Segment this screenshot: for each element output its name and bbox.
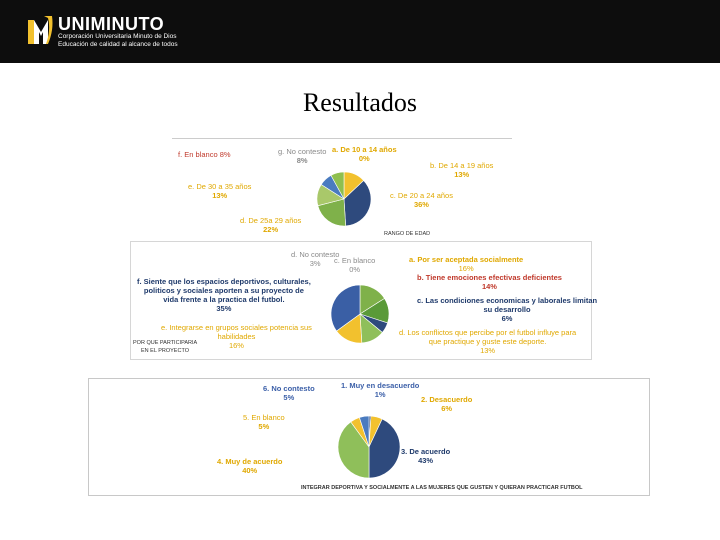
label-6-no-contesto: 6. No contesto 5%: [263, 384, 315, 402]
brand-name: UNIMINUTO: [58, 14, 165, 34]
label-a: a. De 10 a 14 años 0%: [332, 145, 397, 163]
age-range-chart: [172, 138, 512, 239]
label-d: d. Los conflictos que percibe por el futbol influye para que practique y guste este deporte. 13%: [399, 328, 577, 355]
label-blank: f. En blanco 8%: [178, 150, 231, 159]
brand-tagline: Educación de calidad al alcance de todos: [58, 41, 178, 48]
label-b: b. De 14 a 19 años 13%: [430, 161, 494, 179]
label-2: 2. Desacuerdo 6%: [421, 395, 473, 413]
label-e: e. Integrarse en grupos sociales potencia sus habilidades 16%: [161, 323, 312, 350]
label-d: d. De 25a 29 años 22%: [240, 216, 302, 234]
integration-pie: [337, 415, 401, 479]
uniminuto-logo-icon: [26, 12, 56, 48]
caption-line2: EN EL PROYECTO: [141, 348, 189, 354]
participation-reason-pie: [330, 284, 390, 344]
label-3: 3. De acuerdo 43%: [401, 447, 451, 465]
label-a: a. Por ser aceptada socialmente 16%: [409, 255, 524, 273]
label-f: f. Siente que los espacios deportivos, culturales, politicos y sociales aporten a su proyecto de vida frente a la practica del futbol. 35%: [137, 277, 311, 313]
label-b: b. Tiene emociones efectivas deficientes 14%: [417, 273, 562, 291]
label-c: c. Las condiciones economicas y laborales limitan su desarrollo 6%: [417, 296, 598, 323]
integration-chart: [88, 378, 650, 496]
participation-reason-chart: [130, 241, 598, 360]
caption-age-range: RANGO DE EDAD: [384, 231, 431, 237]
label-d-no-contesto: d. No contesto 3%: [291, 250, 340, 268]
brand-subtitle: Corporación Universitaria Minuto de Dios: [58, 33, 177, 40]
label-1: 1. Muy en desacuerdo 1%: [341, 381, 420, 399]
label-no-contesto: g. No contesto 8%: [278, 147, 327, 165]
caption-integration: INTEGRAR DEPORTIVA Y SOCIALMENTE A LAS MUJERES QUE GUSTEN Y QUIERAN PRACTICAR FUTBOL: [301, 485, 583, 491]
label-5: 5. En blanco 5%: [243, 413, 285, 431]
page-title: Resultados: [302, 88, 418, 117]
label-c-blank: c. En blanco 0%: [334, 256, 376, 274]
header-bar: [0, 0, 720, 63]
caption-line1: POR QUE PARTICIPARIA: [133, 340, 198, 346]
age-range-pie: [316, 171, 372, 227]
label-4: 4. Muy de acuerdo 40%: [217, 457, 283, 475]
label-e: e. De 30 a 35 años 13%: [188, 182, 252, 200]
label-c: c. De 20 a 24 años 36%: [390, 191, 453, 209]
